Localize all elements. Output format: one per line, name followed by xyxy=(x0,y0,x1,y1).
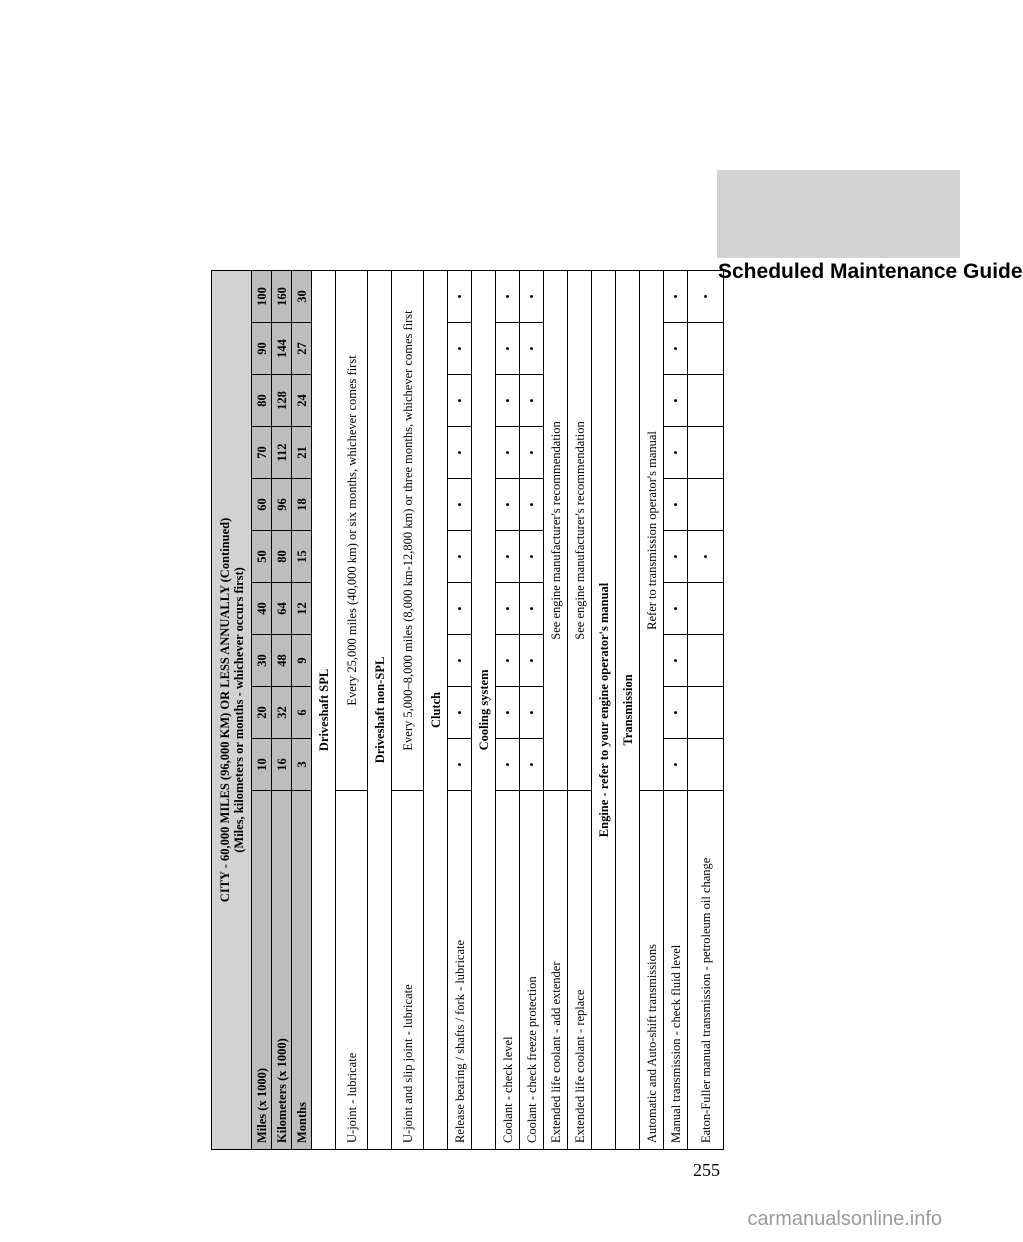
item-label: Release bearing / shafts / fork - lubricate xyxy=(448,791,472,1150)
kilometers-cell: 64 xyxy=(272,583,292,635)
service-mark: • xyxy=(496,479,520,531)
service-mark: • xyxy=(520,375,544,427)
service-mark: • xyxy=(664,531,688,583)
interval-note: Every 5,000–8,000 miles (8,000 km-12,800 km) or three months, whichever comes first xyxy=(392,270,424,790)
service-mark: • xyxy=(496,427,520,479)
service-mark: • xyxy=(448,687,472,739)
service-mark: • xyxy=(496,323,520,375)
group-heading-driveshaft-spl: Driveshaft SPL xyxy=(312,270,336,1149)
service-mark: • xyxy=(664,739,688,791)
table-row xyxy=(392,270,424,1149)
service-mark: • xyxy=(520,635,544,687)
service-mark: • xyxy=(448,375,472,427)
miles-row xyxy=(252,270,272,1149)
service-mark: • xyxy=(664,687,688,739)
table-row xyxy=(336,270,368,1149)
months-cell: 21 xyxy=(292,427,312,479)
empty-cell xyxy=(688,479,724,531)
miles-cell: 100 xyxy=(252,270,272,322)
empty-cell xyxy=(688,375,724,427)
table-title xyxy=(212,270,252,1149)
watermark-url: carmanualsonline.info xyxy=(747,1208,942,1230)
months-cell: 6 xyxy=(292,687,312,739)
kilometers-cell: 16 xyxy=(272,739,292,791)
service-mark: • xyxy=(496,687,520,739)
item-label: Eaton-Fuller manual transmission - petroleum oil change xyxy=(688,791,724,1150)
months-cell: 27 xyxy=(292,323,312,375)
miles-cell: 40 xyxy=(252,583,272,635)
service-mark: • xyxy=(664,479,688,531)
group-heading-clutch: Clutch xyxy=(424,270,448,1149)
service-mark: • xyxy=(520,479,544,531)
miles-cell: 10 xyxy=(252,739,272,791)
group-row xyxy=(368,270,392,1149)
group-row xyxy=(312,270,336,1149)
maintenance-schedule-table xyxy=(211,270,724,1150)
service-mark: • xyxy=(448,635,472,687)
months-cell: 15 xyxy=(292,531,312,583)
service-mark: • xyxy=(664,270,688,322)
table-row xyxy=(664,270,688,1149)
table-row xyxy=(544,270,568,1149)
schedule-table-rotator xyxy=(211,271,713,1150)
service-mark: • xyxy=(448,427,472,479)
miles-cell: 30 xyxy=(252,635,272,687)
kilometers-cell: 80 xyxy=(272,531,292,583)
group-heading-engine: Engine - refer to your engine operator's manual xyxy=(592,270,616,1149)
miles-cell: 60 xyxy=(252,479,272,531)
service-mark: • xyxy=(520,427,544,479)
kilometers-cell: 48 xyxy=(272,635,292,687)
kilometers-cell: 112 xyxy=(272,427,292,479)
section-tab xyxy=(717,170,960,258)
section-title: Scheduled Maintenance Guide xyxy=(718,260,1023,283)
group-heading-driveshaft-non-spl: Driveshaft non-SPL xyxy=(368,270,392,1149)
item-label: Automatic and Auto-shift transmissions xyxy=(640,791,664,1150)
kilometers-cell: 144 xyxy=(272,323,292,375)
service-mark: • xyxy=(496,375,520,427)
service-mark: • xyxy=(448,583,472,635)
service-mark: • xyxy=(496,583,520,635)
group-heading-transmission: Transmission xyxy=(616,270,640,1149)
group-row xyxy=(424,270,448,1149)
miles-label: Miles (x 1000) xyxy=(252,791,272,1150)
miles-cell: 70 xyxy=(252,427,272,479)
service-mark: • xyxy=(448,479,472,531)
interval-note: See engine manufacturer's recommendation xyxy=(568,270,592,790)
service-mark: • xyxy=(496,531,520,583)
table-row xyxy=(520,270,544,1149)
service-mark: • xyxy=(448,270,472,322)
service-mark: • xyxy=(496,739,520,791)
kilometers-row xyxy=(272,270,292,1149)
table-title-line1: CITY - 60,000 MILES (96,000 KM) OR LESS ANNUALLY (Continued) xyxy=(217,517,232,903)
kilometers-cell: 32 xyxy=(272,687,292,739)
miles-cell: 90 xyxy=(252,323,272,375)
empty-cell xyxy=(688,739,724,791)
item-label: Coolant - check freeze protection xyxy=(520,791,544,1150)
empty-cell xyxy=(688,635,724,687)
empty-cell xyxy=(688,323,724,375)
service-mark: • xyxy=(664,583,688,635)
months-row xyxy=(292,270,312,1149)
service-mark: • xyxy=(520,531,544,583)
service-mark: • xyxy=(664,375,688,427)
item-label: Extended life coolant - replace xyxy=(568,791,592,1150)
item-label: Extended life coolant - add extender xyxy=(544,791,568,1150)
service-mark: • xyxy=(448,323,472,375)
empty-cell xyxy=(688,427,724,479)
table-row xyxy=(448,270,472,1149)
service-mark: • xyxy=(520,687,544,739)
kilometers-label: Kilometers (x 1000) xyxy=(272,791,292,1150)
group-row xyxy=(616,270,640,1149)
service-mark: • xyxy=(448,531,472,583)
miles-cell: 50 xyxy=(252,531,272,583)
miles-cell: 20 xyxy=(252,687,272,739)
service-mark: • xyxy=(664,323,688,375)
table-row xyxy=(568,270,592,1149)
service-mark: • xyxy=(520,583,544,635)
service-mark: • xyxy=(664,635,688,687)
service-mark: • xyxy=(520,739,544,791)
empty-cell xyxy=(688,583,724,635)
table-title-row xyxy=(212,270,252,1149)
service-mark: • xyxy=(664,427,688,479)
group-row xyxy=(472,270,496,1149)
miles-cell: 80 xyxy=(252,375,272,427)
interval-note: See engine manufacturer's recommendation xyxy=(544,270,568,790)
table-row xyxy=(640,270,664,1149)
empty-cell xyxy=(688,687,724,739)
table-row xyxy=(496,270,520,1149)
months-cell: 18 xyxy=(292,479,312,531)
kilometers-cell: 160 xyxy=(272,270,292,322)
service-mark: • xyxy=(496,270,520,322)
service-mark: • xyxy=(688,531,724,583)
service-mark: • xyxy=(688,270,724,322)
group-row xyxy=(592,270,616,1149)
months-cell: 9 xyxy=(292,635,312,687)
interval-note: Refer to transmission operator's manual xyxy=(640,270,664,790)
months-cell: 12 xyxy=(292,583,312,635)
months-cell: 3 xyxy=(292,739,312,791)
group-heading-cooling: Cooling system xyxy=(472,270,496,1149)
item-label: Coolant - check level xyxy=(496,791,520,1150)
months-label: Months xyxy=(292,791,312,1150)
service-mark: • xyxy=(520,270,544,322)
months-cell: 30 xyxy=(292,270,312,322)
item-label: U-joint and slip joint - lubricate xyxy=(392,791,424,1150)
table-row xyxy=(688,270,724,1149)
schedule-table-frame xyxy=(211,271,713,1150)
item-label: U-joint - lubricate xyxy=(336,791,368,1150)
service-mark: • xyxy=(496,635,520,687)
interval-note: Every 25,000 miles (40,000 km) or six months, whichever comes first xyxy=(336,270,368,790)
service-mark: • xyxy=(520,323,544,375)
table-title-line2: (Miles, kilometers or months - whichever occurs first) xyxy=(231,567,246,853)
kilometers-cell: 96 xyxy=(272,479,292,531)
months-cell: 24 xyxy=(292,375,312,427)
service-mark: • xyxy=(448,739,472,791)
item-label: Manual transmission - check fluid level xyxy=(664,791,688,1150)
page-number: 255 xyxy=(693,1160,720,1180)
kilometers-cell: 128 xyxy=(272,375,292,427)
